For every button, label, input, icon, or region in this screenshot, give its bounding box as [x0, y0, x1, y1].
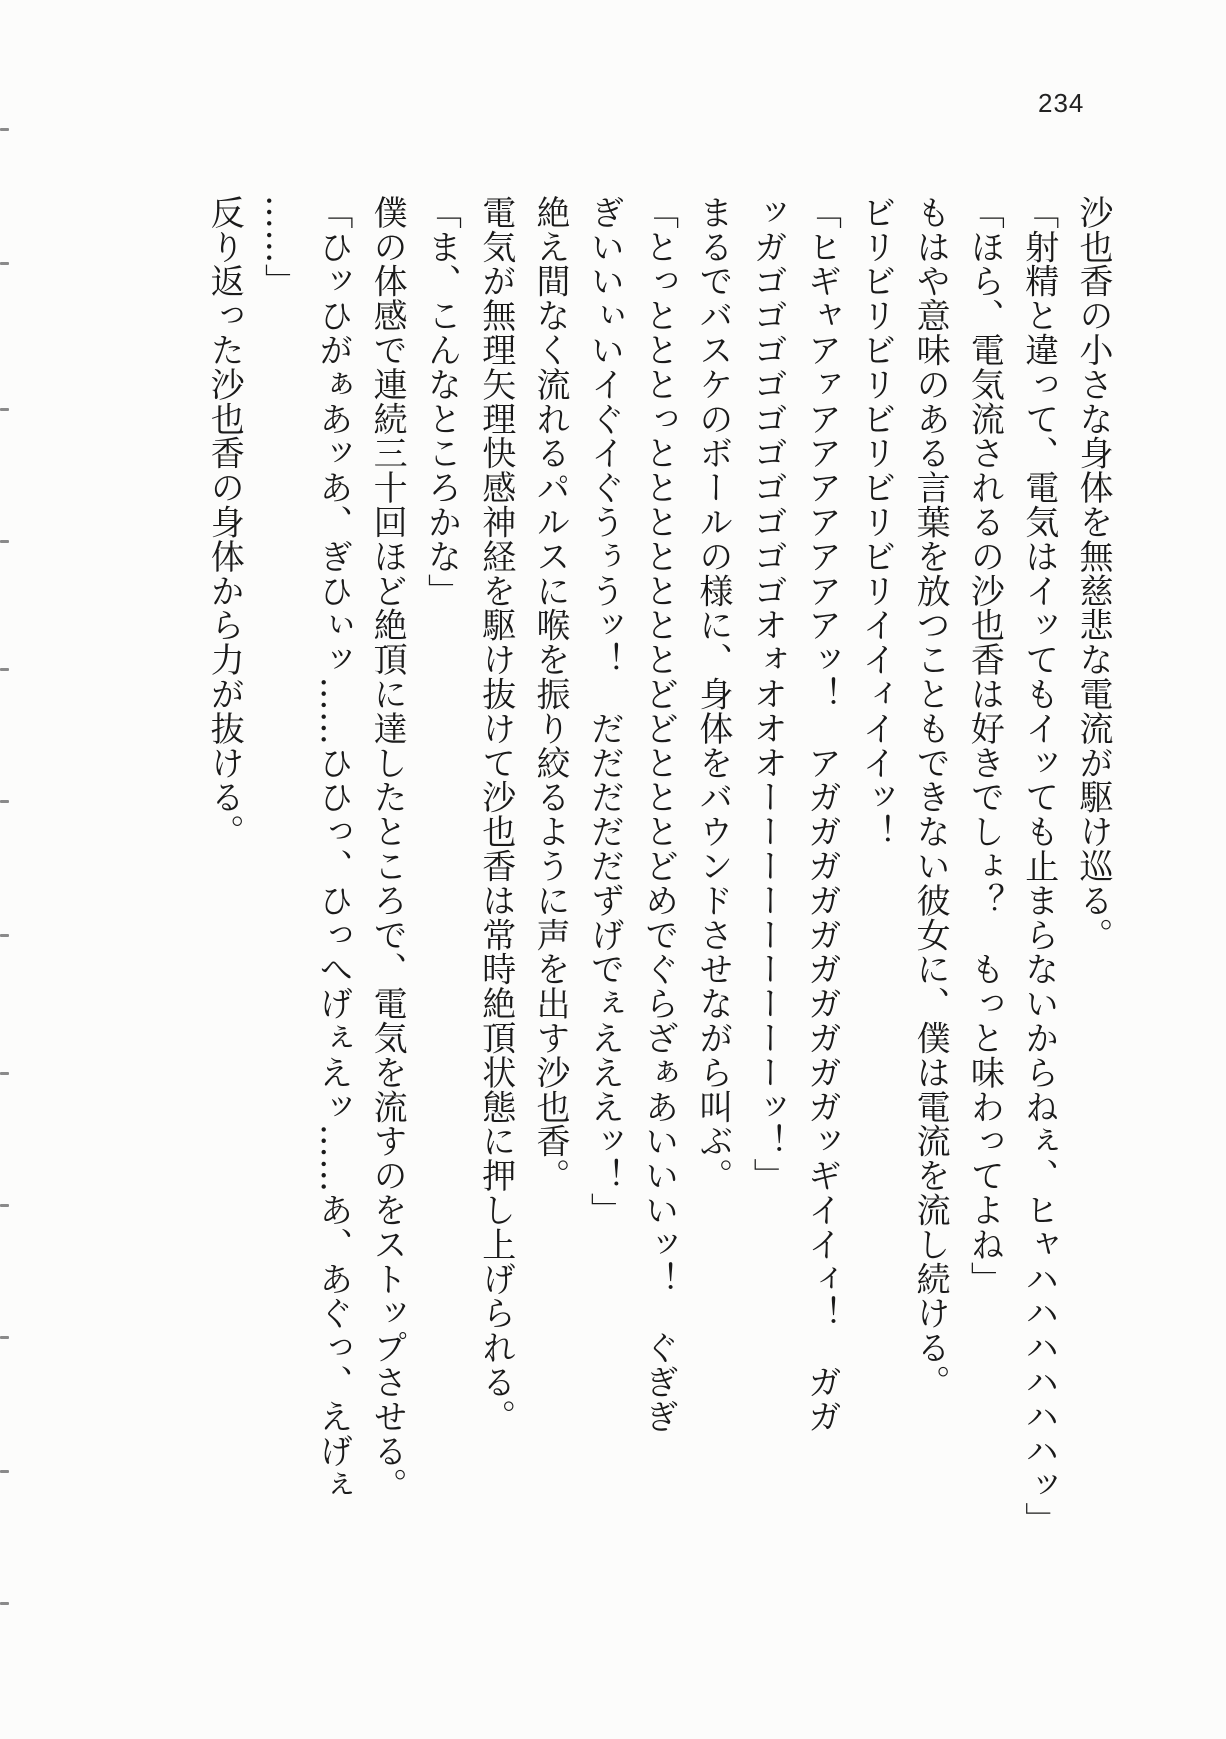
binding-mark [0, 408, 9, 411]
text-line: 「とっとととっとととととととどどとととどめでぐらざぁあいいいッ！ ぐぎぎ [638, 195, 679, 1434]
binding-mark [0, 1602, 9, 1605]
text-line: もはや意味のある言葉を放つこともできない彼女に、僕は電流を流し続ける。 [910, 195, 951, 1399]
binding-mark [0, 934, 9, 937]
binding-mark [0, 262, 9, 265]
binding-mark [0, 668, 9, 671]
text-line: 絶え間なく流れるパルスに喉を振り絞るように声を出す沙也香。 [530, 195, 571, 1193]
text-line: 「射精と違って、電気はイッてもイッても止まらないからねぇ、ヒャハハハハハハッ」 [1018, 195, 1059, 1537]
binding-mark [0, 1072, 9, 1075]
text-line: ……」 [258, 195, 299, 299]
text-line: 僕の体感で連続三十回ほど絶頂に達したところで、電気を流すのをストップさせる。 [367, 195, 408, 1503]
binding-mark [0, 1336, 9, 1339]
text-line: 「ひッひがぁあッあ、ぎひぃッ……ひひっ、ひっへげぇえッ……あ、あぐっ、えげぇ [312, 195, 353, 1503]
text-line: 「ま、こんなところかな」 [421, 195, 462, 608]
binding-mark [0, 1470, 9, 1473]
text-line: 沙也香の小さな身体を無慈悲な電流が駆け巡る。 [1073, 195, 1113, 952]
text-line: まるでバスケのボールの様に、身体をバウンドさせながら叫ぶ。 [692, 195, 733, 1193]
text-line: ビリビリビリビリビリビリイイィイイッ！ [855, 195, 896, 849]
binding-mark [0, 540, 9, 543]
binding-mark [0, 800, 9, 803]
text-line: ぎいいぃいイぐイぐうぅうッ！ だだだだだずげでぇえええッ！」 [584, 195, 625, 1227]
page-number: 234 [1038, 88, 1085, 118]
binding-edge [0, 0, 14, 1739]
body-text [197, 195, 1120, 1695]
text-line: 電気が無理矢理快感神経を駆け抜けて沙也香は常時絶頂状態に押し上げられる。 [475, 195, 516, 1434]
text-line: 「ヒギャアァアアアアアアアッ！ アガガガガガガガガガガッギイイィ！ ガガ [801, 195, 842, 1434]
binding-mark [0, 128, 9, 131]
text-line: ッガゴゴゴゴゴゴゴゴゴゴオォオオオーーーーーーーーーッ！」 [747, 195, 788, 1193]
binding-mark [0, 1204, 9, 1207]
text-line: 「ほら、電気流されるの沙也香は好きでしょ？ もっと味わってよね」 [964, 195, 1005, 1296]
text-line: 反り返った沙也香の身体から力が抜ける。 [204, 195, 245, 849]
